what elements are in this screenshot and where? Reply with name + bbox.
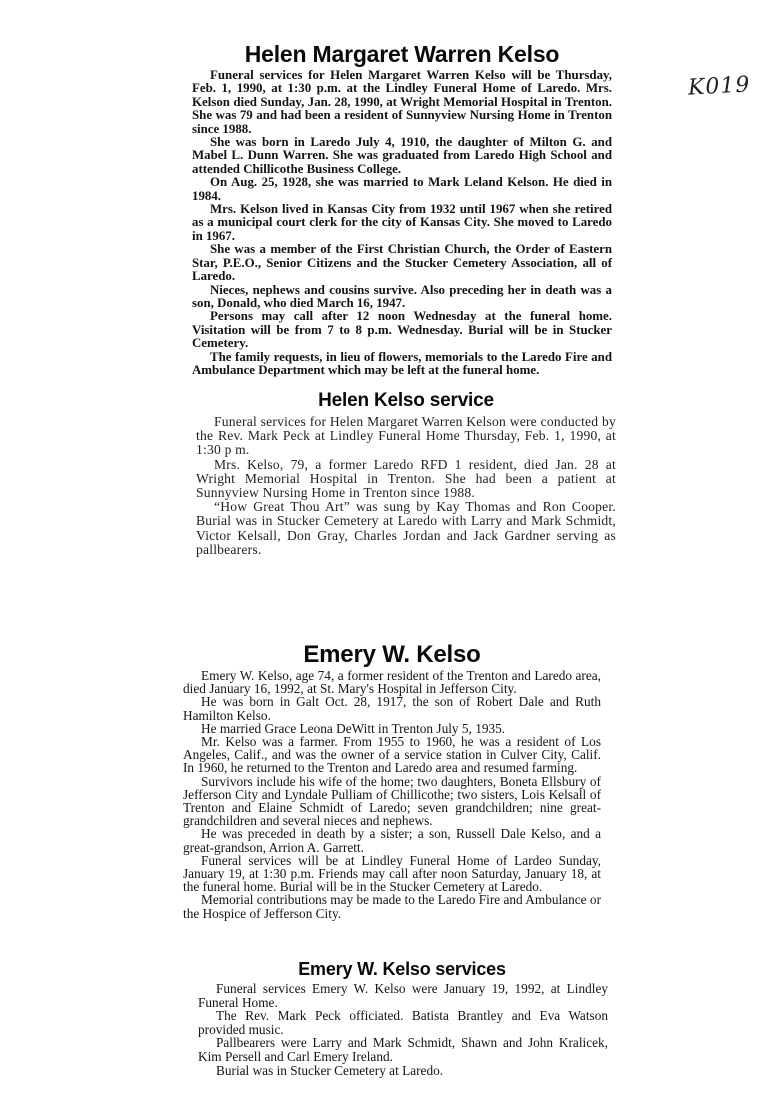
paragraph: Funeral services for Helen Margaret Warren Kelso will be Thursday, Feb. 1, 1990, at 1:30 p.m. at the Lindley Funeral Home of Laredo. Mrs. Kelson died Sunday, Jan. 28, 1990, at Wright Memorial Hospital in Trenton. She was 79 and had been a resident of Sunnyview Nursing Home in Trenton since 1988. (192, 68, 612, 136)
paragraph: The Rev. Mark Peck officiated. Batista Brantley and Eva Watson provided music. (198, 1008, 608, 1037)
paragraph: He married Grace Leona DeWitt in Trenton July 5, 1935. (201, 720, 506, 736)
handwritten-annotation: K019 (687, 72, 752, 101)
paragraph: Memorial contributions may be made to the Laredo Fire and Ambulance or the Hospice of Jefferson City. (183, 892, 601, 921)
paragraph: She was born in Laredo July 4, 1910, the daughter of Milton G. and Mabel L. Dunn Warren. She was graduated from Laredo High School and attended Chillicothe Business College. (192, 135, 612, 176)
headline: Helen Margaret Warren Kelso (244, 41, 560, 67)
headline: Emery W. Kelso services (298, 959, 506, 979)
article-body (196, 415, 616, 557)
paragraph: Mrs. Kelso, 79, a former Laredo RFD 1 resident, died Jan. 28 at Wright Memorial Hospital in Trenton. She had been a patient at Sunnyview Nursing Home in Trenton since 1988. (196, 456, 616, 501)
paragraph: On Aug. 25, 1928, she was married to Mark Leland Kelson. He died in 1984. (192, 175, 612, 203)
paragraph: Burial was in Stucker Cemetery at Laredo. (216, 1062, 444, 1078)
article-body (192, 69, 612, 377)
paragraph: He was preceded in death by a sister; a son, Russell Dale Kelso, and a great-grandson, Arrion A. Garrett. (183, 826, 601, 855)
obituary-clipping-emery-kelso (183, 640, 601, 920)
paragraph: Pallbearers were Larry and Mark Schmidt, Shawn and John Kralicek, Kim Persell and Carl Emery Ireland. (198, 1035, 608, 1064)
article-body (183, 669, 601, 920)
paragraph: He was born in Galt Oct. 28, 1917, the son of Robert Dale and Ruth Hamilton Kelso. (183, 694, 601, 723)
paragraph: Funeral services will be at Lindley Funeral Home of Lardeo Sunday, January 19, at 1:30 p.m. Friends may call after noon Saturday, January 18, at the funeral home. Burial will be in the Stucker Cemetery at Laredo. (183, 852, 601, 895)
service-clipping-helen-kelso (196, 389, 616, 557)
paragraph: Nieces, nephews and cousins survive. Also preceding her in death was a son, Donald, who died March 16, 1947. (192, 282, 612, 310)
service-clipping-emery-kelso (196, 959, 608, 1077)
paragraph: Persons may call after 12 noon Wednesday at the funeral home. Visitation will be from 7 to 8 p.m. Wednesday. Burial will be in Stucker Cemetery. (192, 309, 612, 351)
paragraph: Survivors include his wife of the home; two daughters, Boneta Ellsbury of Jefferson City and Lyndale Pulliam of Chillicothe; two sisters, Lois Kelsall of Trenton and Elaine Schmidt of Laredo; seven grandchildren; nine great-grandchildren and several nieces and nephews. (183, 773, 601, 829)
paragraph: Mrs. Kelson lived in Kansas City from 1932 until 1967 when she retired as a municipal court clerk for the city of Kansas City. She moved to Laredo in 1967. (192, 202, 612, 243)
paragraph: Emery W. Kelso, age 74, a former resident of the Trenton and Laredo area, died January 16, 1992, at St. Mary's Hospital in Jefferson City. (183, 668, 601, 697)
paragraph: The family requests, in lieu of flowers, memorials to the Laredo Fire and Ambulance Department which may be left at the funeral home. (192, 349, 612, 377)
paragraph: “How Great Thou Art” was sung by Kay Thomas and Ron Cooper. Burial was in Stucker Cemetery at Laredo with Larry and Mark Schmidt, Victor Kelsall, Don Gray, Charles Jordan and Jack Gardner serving as pallbearers. (196, 499, 616, 557)
headline: Emery W. Kelso (303, 641, 481, 668)
article-body (196, 982, 608, 1077)
paragraph: Mr. Kelso was a farmer. From 1955 to 1960, he was a resident of Los Angeles, Calif., and was the owner of a service station in Culver City, Calif. In 1960, he returned to the Trenton and Laredo area and resumed farming. (183, 734, 601, 776)
paragraph: She was a member of the First Christian Church, the Order of Eastern Star, P.E.O., Senior Citizens and the Stucker Cemetery Association, all of Laredo. (192, 242, 612, 284)
obituary-clipping-helen-kelso (192, 40, 612, 377)
paragraph: Funeral services Emery W. Kelso were January 19, 1992, at Lindley Funeral Home. (198, 981, 608, 1010)
headline: Helen Kelso service (318, 390, 494, 411)
paragraph: Funeral services for Helen Margaret Warren Kelson were conducted by the Rev. Mark Peck at Lindley Funeral Home Thursday, Feb. 1, 1990, at 1:30 p m. (196, 414, 616, 458)
